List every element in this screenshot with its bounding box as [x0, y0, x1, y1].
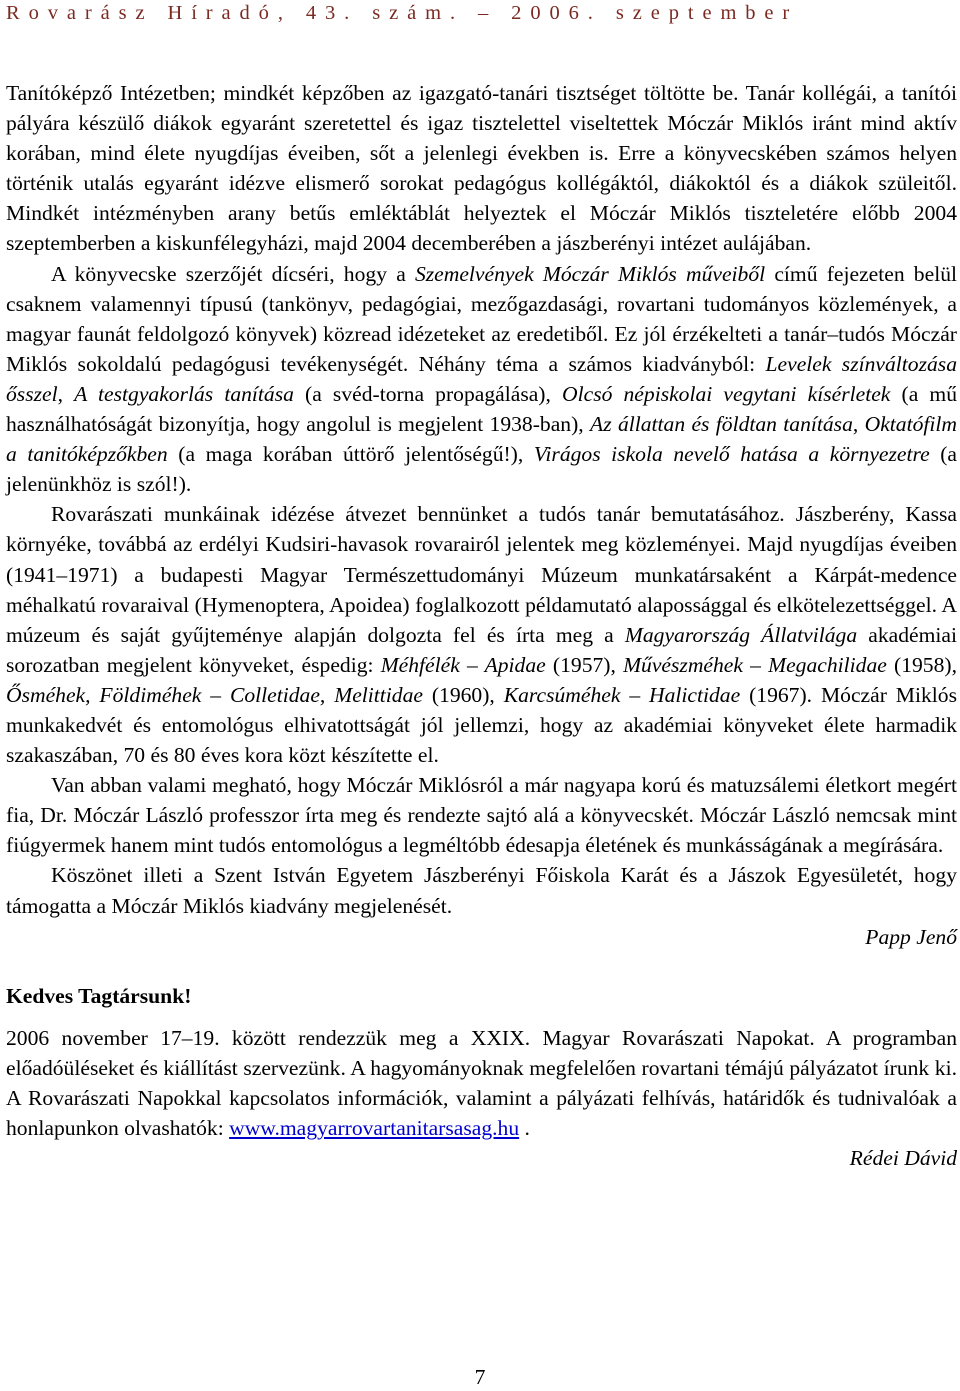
notice-paragraph [6, 1023, 957, 1143]
text-run: 2006 november 17–19. között rendezzük meg a XXIX. Magyar Rovarászati Napokat. A programban előadóüléseket és kiállítást szervezünk. A hagyományoknak megfelelően rovartani témájú pályázatot írunk ki. A Rovarászati Napokkal kapcsolatos információk, valamint a pályázati felhívás, határidők és tudnivalóak a honlapunkon olvashatók: [6, 1025, 957, 1140]
article-paragraph-2 [6, 259, 957, 500]
website-link[interactable]: www.magyarrovartanitarsasag.hu [229, 1116, 520, 1140]
text-run: , [852, 412, 865, 437]
page-number: 7 [474, 1365, 486, 1389]
cited-title: Ősméhek, Földiméhek – Colletidae, Melittidae [6, 682, 423, 707]
text-run: Van abban valami megható, hogy Móczár Miklósról a már nagyapa korú és matuzsálemi életkort megért fia, Dr. Móczár László professzor írta meg és rendezte sajtó alá a könyvecskét. Móczár László nemcsak mint fiúgyermek hanem mint tudós entomológus a legméltóbb édesapja életének és munkásságának a megírására. [6, 773, 957, 858]
text-run: (1967). Móczár Miklós munkakedvét és entomológus elhivatottságát jól jellemzi, hogy az akadémiai könyveket élete harmadik szakaszában, 70 és 80 éves kora közt készítette el. [6, 682, 957, 768]
cited-title: Oktatófilm a tanitóképzőkben [6, 412, 957, 467]
author-signature: Papp Jenő [865, 924, 957, 949]
cited-title: Magyarország Állatvilága [624, 622, 858, 647]
cited-title: Szemelvények Móczár Miklós műveiből [414, 261, 766, 286]
text-run: akadémiai sorozatban megjelent könyveket, éspedig: [6, 622, 957, 677]
cited-title: A testgyakorlás tanítása [74, 381, 294, 406]
running-header: Rovarász Híradó, 43. szám. – 2006. szeptember [6, 2, 799, 24]
text-run: (1960), [422, 682, 504, 707]
notice-signature: Rédei Dávid [849, 1146, 957, 1171]
text-run: Köszönet illeti a Szent István Egyetem Jászberényi Főiskola Karát és a Jászok Egyesületét, hogy támogatta a Móczár Miklós kiadvány megjelenését. [6, 863, 957, 918]
text-run: című fejezeten belül csaknem valamennyi típusú (tankönyv, pedagógiai, mezőgazdasági, rovartani tudományos közlemények, a magyar faunát feldolgozó könyvek) közread idézeteket az eredetiből. Ez jól érzékelteti a tanár–tudós Móczár Miklós sokoldalú pedagógusi tevékenységét. Néhány téma a számos kiadványból: [6, 261, 957, 376]
page-content [6, 78, 957, 1173]
text-run: (a jelenünkhöz is szól!). [6, 442, 958, 497]
cited-title: Művészméhek – Megachilidae [623, 652, 887, 677]
article-paragraph-1 [6, 78, 957, 259]
text-run: Tanítóképző Intézetben; mindkét képzőben az igazgató-tanári tisztséget töltötte be. Tanár kollégái, a tanítói pályára készülő diákok egyaránt szeretettel és igaz tisztelettel viseltettek Móczár Miklós iránt mind aktív korában, mind élete nyugdíjas éveiben, sőt a jelenlegi években is. Erre a könyvecskében számos helyen történik utalás egyaránt idézve elismerő sorokat pedagógus kollégáktól, diákoktól és a diákok szüleitől. Mindkét intézményben arany betűs emléktáblát helyeztek el Móczár Miklós tiszteletére előbb 2004 szeptemberben a kiskunfélegyházi, majd 2004 decemberében a jászberényi intézet aulájában. [6, 81, 957, 256]
text-run: , [57, 381, 75, 406]
cited-title: Levelek színváltozása ősszel [6, 351, 957, 406]
cited-title: Virágos iskola nevelő hatása a környezetre [533, 442, 930, 467]
notice-heading: Kedves Tagtársunk! [6, 983, 192, 1008]
cited-title: Olcsó népiskolai vegytani kísérletek [562, 381, 891, 406]
cited-title: Méhfélék – Apidae [380, 652, 546, 677]
cited-title: Az állattan és földtan tanítása [590, 412, 853, 437]
text-run: (a maga korában úttörő jelentőségű!), [167, 442, 534, 467]
cited-title: Karcsúméhek – Halictidae [503, 682, 741, 707]
article-paragraph-3 [6, 499, 957, 770]
text-run: Rovarászati munkáinak idézése átvezet bennünket a tudós tanár bemutatásához. Jászberény, Kassa környéke, továbbá az erdélyi Kudsiri-havasok rovarairól jelentek meg közleményei. Majd nyugdíjas éveiben (1941–1971) a budapesti Magyar Természettudományi Múzeum munkatársaként a Kárpát-medence méhalkatú rovaraival (Hymenoptera, Apoidea) foglalkozott példamutató alapossággal és elkötelezettséggel. A múzeum és saját gyűjteménye alapján dolgozta fel és írta meg a [6, 502, 957, 647]
text-run: (1957), [545, 652, 624, 677]
text-run: . [519, 1116, 530, 1140]
text-run: A könyvecske szerzőjét dícséri, hogy a [51, 261, 415, 286]
article-paragraph-4 [6, 770, 957, 860]
text-run: (a svéd-torna propagálása), [293, 381, 563, 406]
text-run: (1958), [886, 652, 957, 677]
article-paragraph-5 [6, 860, 957, 920]
text-run: (a mű használhatóságát bizonyítja, hogy angolul is megjelent 1938-ban), [6, 381, 958, 437]
